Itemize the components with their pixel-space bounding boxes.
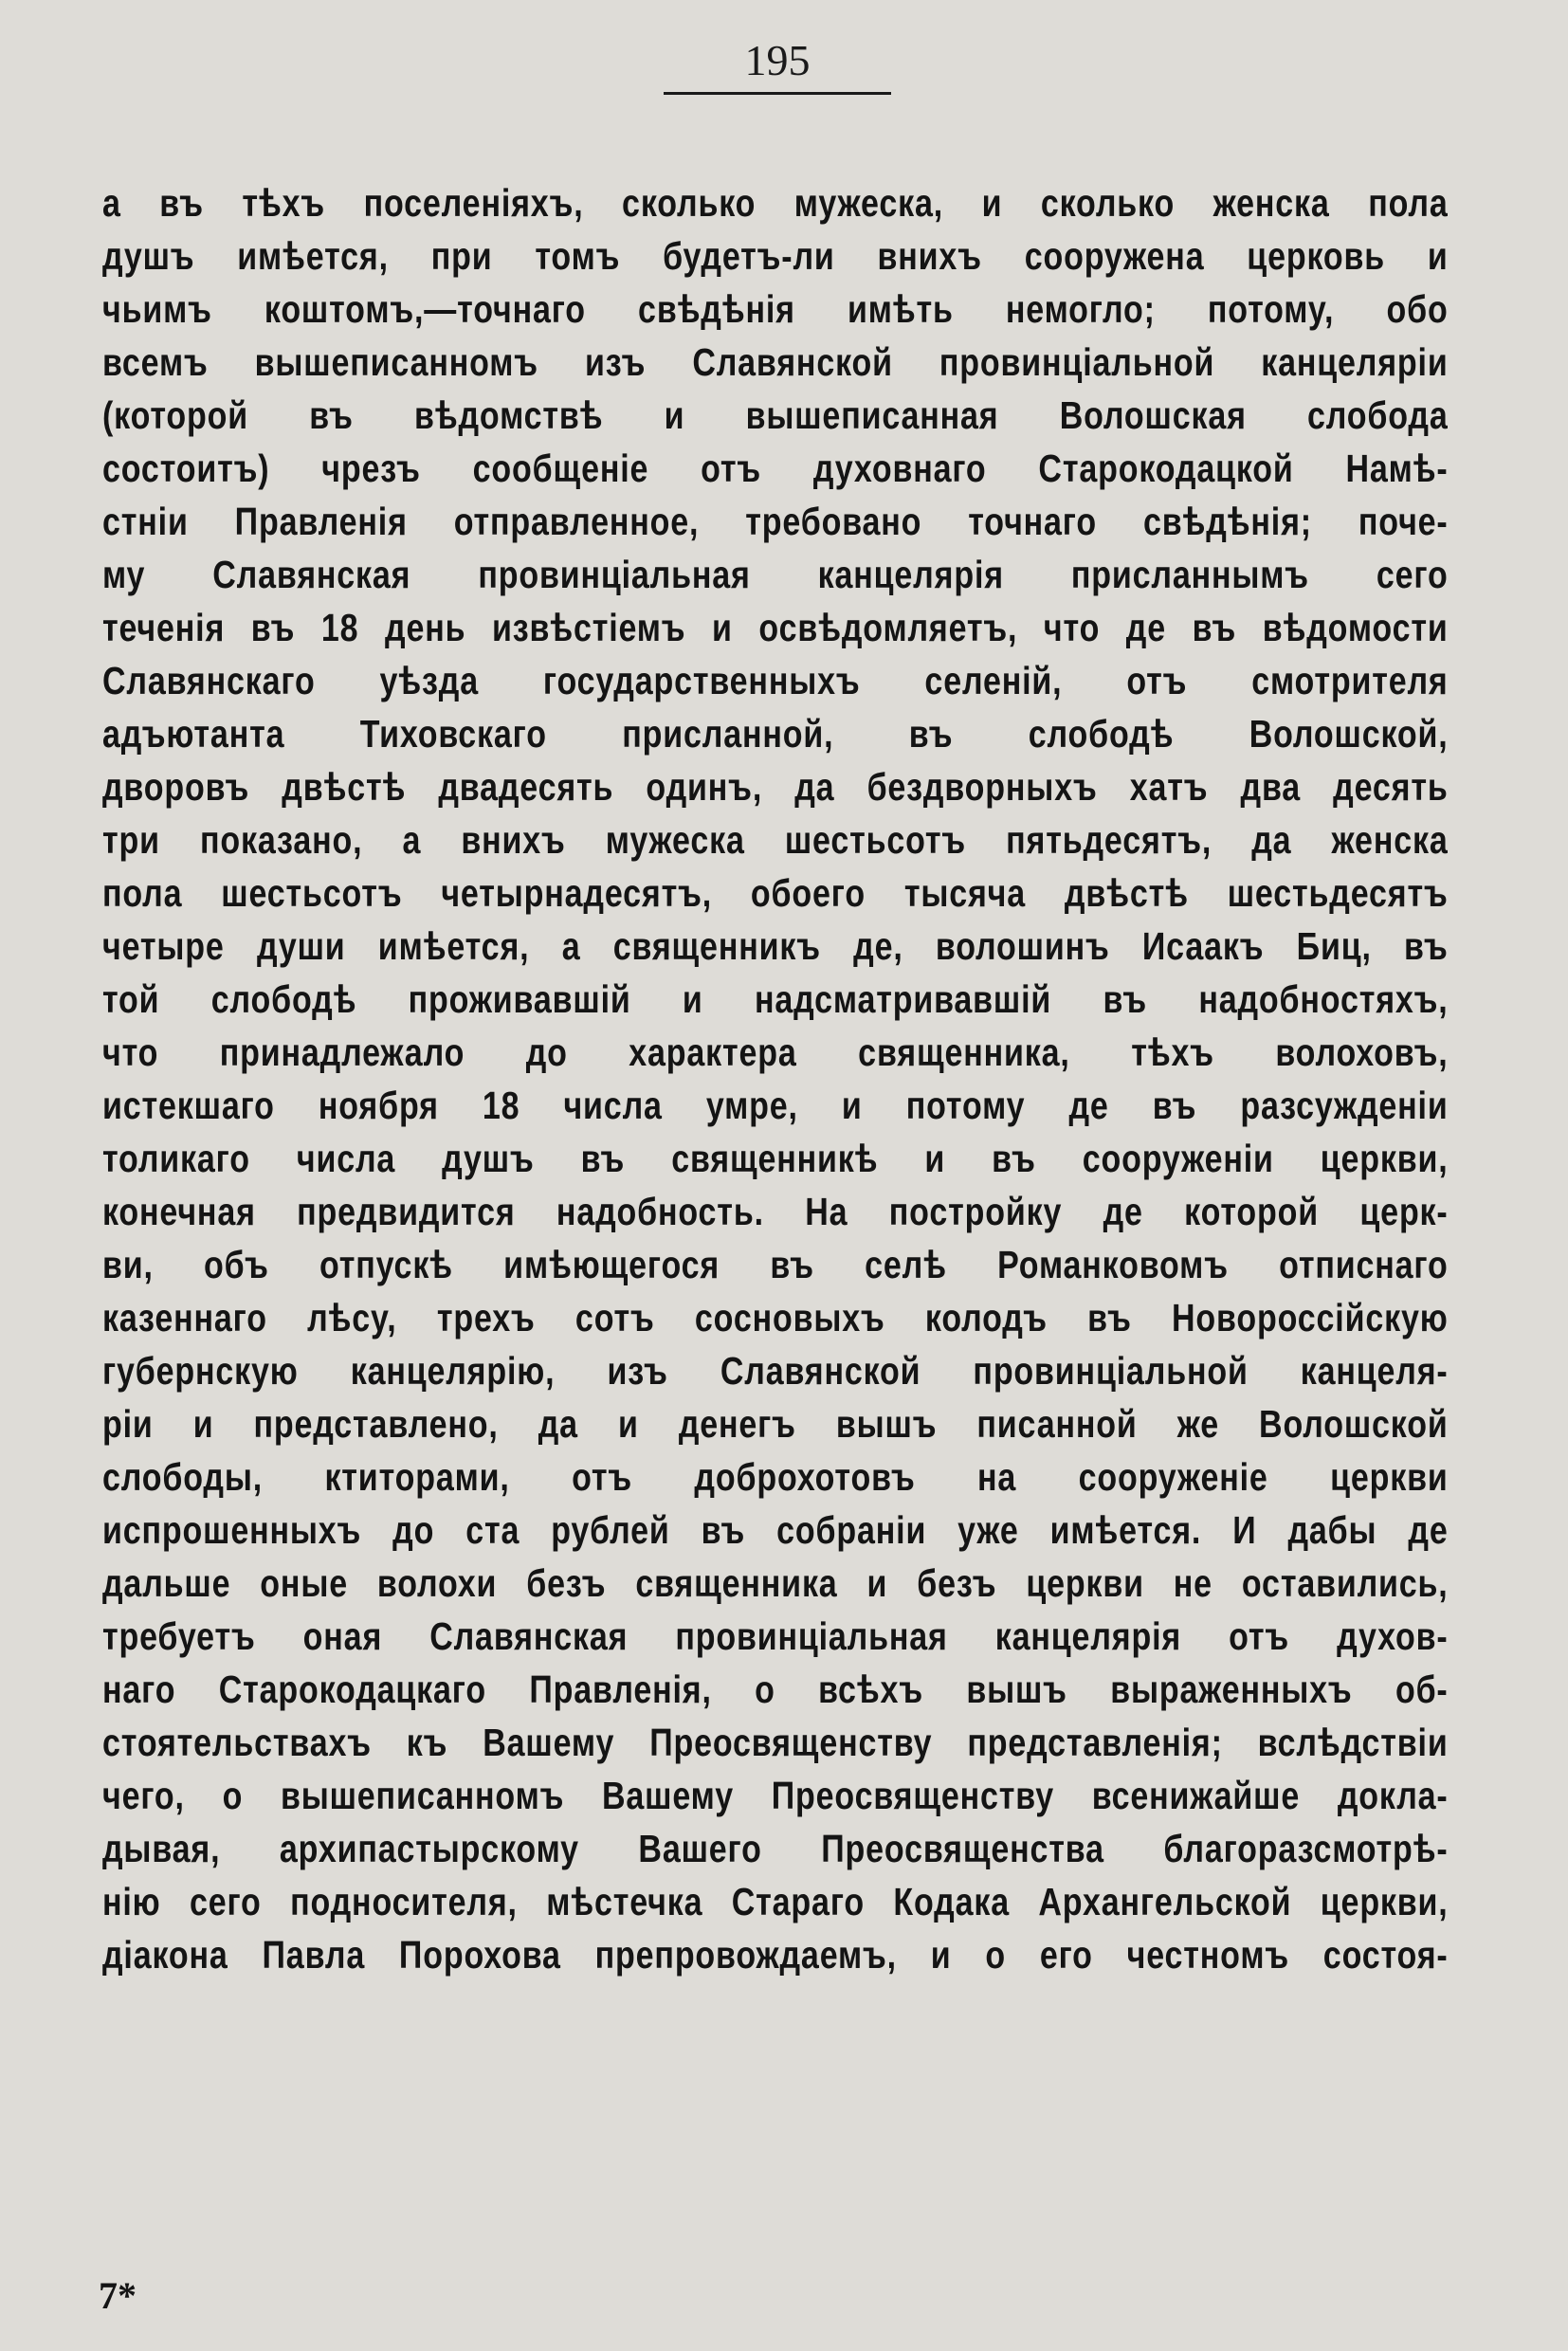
text-line: нію сего подносителя, мѣстечка Стараго Кодака Архангельской церкви, [102, 1880, 1449, 1923]
text-line: дывая, архипастырскому Вашего Преосвященства благоразсмотрѣ- [102, 1827, 1449, 1870]
text-line: Славянскаго уѣзда государственныхъ селеній, отъ смотрителя [102, 659, 1449, 702]
text-line: стніи Правленія отправленное, требовано точнаго свѣдѣнія; поче- [102, 500, 1449, 543]
printer-signature: 7* [99, 2274, 137, 2317]
page-number: 195 [744, 36, 811, 84]
text-line: пола шестьсотъ четырнадесятъ, обоего тысяча двѣстѣ шестьдесятъ [102, 871, 1449, 915]
text-line: стоятельствахъ къ Вашему Преосвященству представленія; вслѣдствіи [102, 1721, 1449, 1764]
text-line: ви, объ отпускѣ имѣющегося въ селѣ Романковомъ отписнаго [102, 1243, 1449, 1286]
text-line: состоитъ) чрезъ сообщеніе отъ духовнаго Старокодацкой Намѣ- [102, 447, 1449, 490]
text-line: губернскую канцелярію, изъ Славянской провинціальной канцеля- [102, 1349, 1449, 1393]
text-line: чего, о вышеписанномъ Вашему Преосвященству всенижайше докла- [102, 1774, 1449, 1817]
text-line: ріи и представлено, да и денегъ вышъ писанной же Волошской [102, 1402, 1449, 1446]
text-line: той слободѣ проживавшій и надсматривавшій въ надобностяхъ, [102, 977, 1449, 1021]
text-line: слободы, ктиторами, отъ доброхотовъ на сооруженіе церкви [102, 1455, 1449, 1499]
text-line: а въ тѣхъ поселеніяхъ, сколько мужеска, и сколько женска пола [102, 181, 1449, 225]
text-line: теченія въ 18 день извѣстіемъ и освѣдомляетъ, что де въ вѣдомости [102, 606, 1449, 649]
text-line: казеннаго лѣсу, трехъ сотъ сосновыхъ колодъ въ Новороссійскую [102, 1296, 1449, 1340]
text-line: дворовъ двѣстѣ двадесять одинъ, да бездворныхъ хатъ два десять [102, 765, 1449, 809]
text-line: всемъ вышеписанномъ изъ Славянской провинціальной канцеляріи [102, 340, 1449, 384]
text-line: что принадлежало до характера священника, тѣхъ волоховъ, [102, 1030, 1449, 1074]
text-line: чьимъ коштомъ,—точнаго свѣдѣнія имѣть немогло; потому, обо [102, 287, 1449, 331]
text-line: конечная предвидится надобность. На постройку де которой церк- [102, 1190, 1449, 1233]
text-line: четыре души имѣется, а священникъ де, волошинъ Исаакъ Биц, въ [102, 924, 1449, 968]
text-line: требуетъ оная Славянская провинціальная канцелярія отъ духов- [102, 1614, 1449, 1658]
text-line: наго Старокодацкаго Правленія, о всѣхъ вышъ выраженныхъ об- [102, 1668, 1449, 1711]
text-line: испрошенныхъ до ста рублей въ собраніи уже имѣется. И дабы де [102, 1508, 1449, 1552]
text-line: діакона Павла Порохова препровождаемъ, и о его честномъ состоя- [102, 1933, 1449, 1977]
text-line: истекшаго ноября 18 числа умре, и потому де въ разсужденіи [102, 1084, 1449, 1127]
text-line: му Славянская провинціальная канцелярія присланнымъ сего [102, 553, 1449, 596]
text-line: дальше оные волохи безъ священника и безъ церкви не оставились, [102, 1561, 1449, 1605]
text-line: (которой въ вѣдомствѣ и вышеписанная Волошская слобода [102, 393, 1449, 437]
text-line: три показано, а внихъ мужеска шестьсотъ пятьдесятъ, да женска [102, 818, 1449, 862]
page-number-rule [664, 92, 891, 95]
text-line: душъ имѣется, при томъ будетъ-ли внихъ сооружена церковь и [102, 234, 1449, 278]
text-line: толикаго числа душъ въ священникѣ и въ сооруженіи церкви, [102, 1137, 1449, 1180]
body-text [102, 176, 1449, 1981]
text-line: адъютанта Тиховскаго присланной, въ слободѣ Волошской, [102, 712, 1449, 756]
